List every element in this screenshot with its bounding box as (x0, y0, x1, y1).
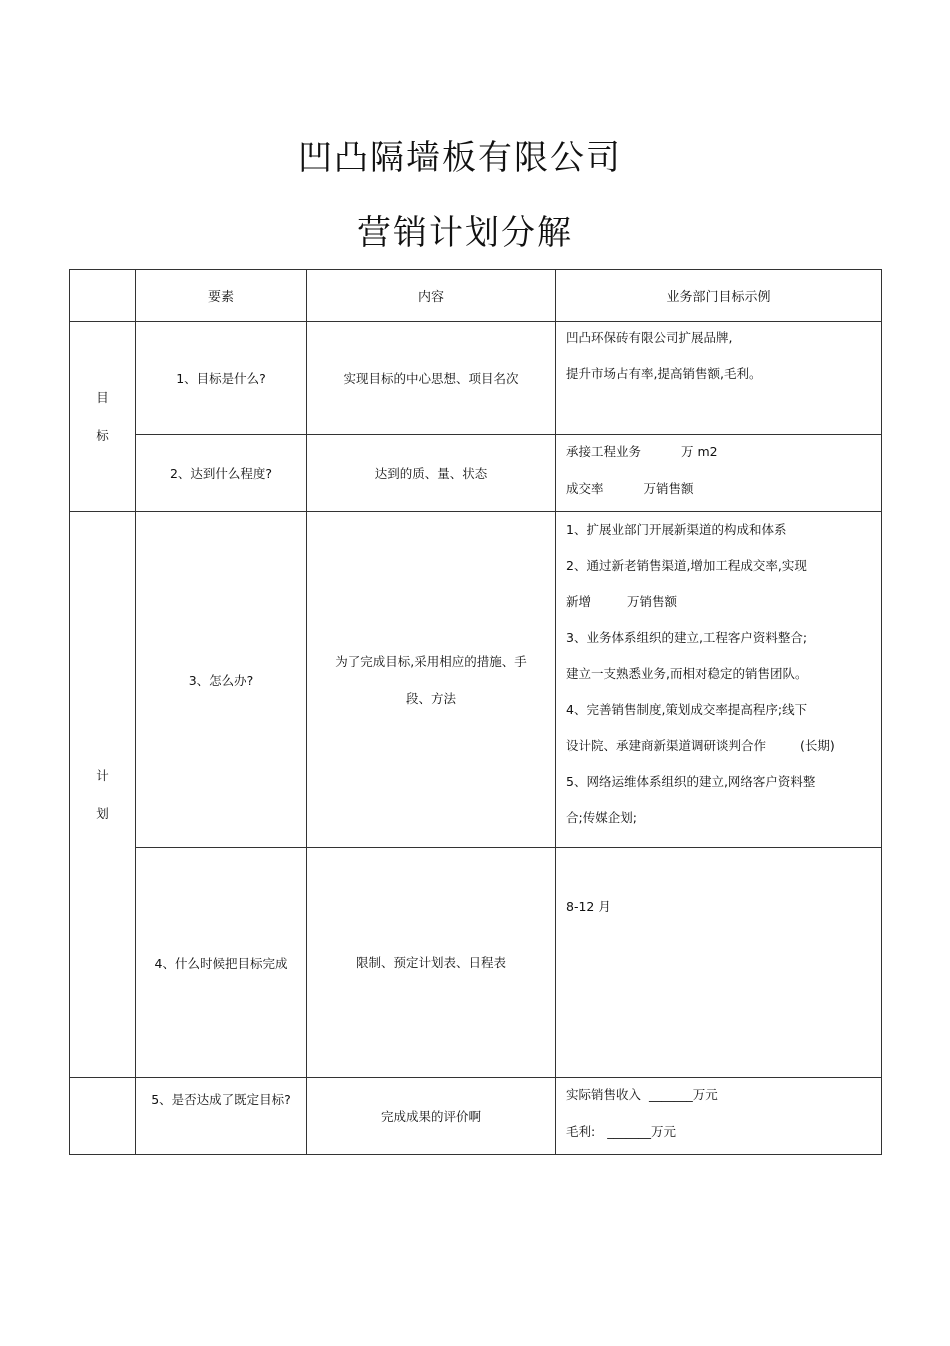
header-cell-element: 要素 (136, 270, 307, 322)
content-cell (307, 848, 556, 1078)
section-review (70, 1078, 136, 1155)
content-cell (307, 1078, 556, 1155)
section-plan-char-1: 计 (96, 767, 109, 783)
section-goal-char-2: 标 (96, 427, 109, 443)
example-cell (556, 322, 882, 435)
content-line: 为了完成目标,采用相应的措施、手 (335, 653, 527, 669)
example-text: _______万元 (607, 1124, 676, 1139)
section-goal (70, 322, 136, 512)
example-line (566, 584, 871, 620)
element-cell: 1、目标是什么? (136, 322, 307, 435)
example-text: 万销售额 (627, 594, 678, 609)
header-cell-blank (70, 270, 136, 322)
example-cell (556, 848, 882, 1078)
table-header-row (70, 270, 882, 322)
content-line: 实现目标的中心思想、项目名次 (343, 370, 519, 386)
document-title: 凹凸隔墙板有限公司 (298, 138, 622, 178)
example-cell (556, 435, 882, 512)
example-line (566, 728, 871, 764)
element-cell: 4、什么时候把目标完成 (136, 848, 307, 1078)
content-cell (307, 322, 556, 435)
example-line: 建立一支熟悉业务,而相对稳定的销售团队。 (566, 666, 808, 681)
example-line: 4、完善销售制度,策划成交率提高程序;线下 (566, 702, 808, 717)
element-cell: 5、是否达成了既定目标? (136, 1078, 307, 1155)
example-line: 8-12 月 (566, 899, 611, 914)
example-text: 毛利: (566, 1124, 596, 1139)
table-row (70, 435, 882, 512)
example-line (566, 1076, 871, 1113)
table-row (70, 1078, 882, 1155)
content-line: 段、方法 (405, 690, 456, 706)
example-text: 新增 (566, 594, 592, 609)
example-text: 万销售额 (643, 481, 694, 496)
header-cell-example: 业务部门目标示例 (556, 270, 882, 322)
section-goal-char-1: 目 (96, 389, 109, 405)
example-line (566, 433, 871, 470)
content-cell (307, 435, 556, 512)
element-cell: 3、怎么办? (136, 512, 307, 848)
example-cell (556, 512, 882, 848)
table-row (70, 848, 882, 1078)
example-cell (556, 1078, 882, 1155)
example-text: 万 m2 (681, 444, 718, 459)
example-line (566, 470, 871, 507)
example-line: 合;传媒企划; (566, 810, 637, 825)
plan-table (69, 269, 882, 1155)
table-row (70, 512, 882, 848)
content-cell (307, 512, 556, 848)
section-plan-char-2: 划 (96, 805, 109, 821)
header-cell-content: 内容 (307, 270, 556, 322)
example-text: 设计院、承建商新渠道调研谈判合作 (566, 738, 767, 753)
example-line: 5、网络运维体系组织的建立,网络客户资料整 (566, 774, 816, 789)
example-text: 成交率 (566, 481, 604, 496)
element-cell: 2、达到什么程度? (136, 435, 307, 512)
content-line: 完成成果的评价啊 (380, 1108, 481, 1124)
content-line: 限制、预定计划表、日程表 (355, 955, 506, 970)
example-text: _______万元 (649, 1087, 718, 1102)
example-line: 1、扩展业部门开展新渠道的构成和体系 (566, 522, 787, 537)
example-line: 提升市场占有率,提高销售额,毛利。 (566, 366, 762, 381)
content-line: 达到的质、量、状态 (374, 465, 488, 481)
example-text: (长期) (800, 738, 835, 753)
example-line (566, 1113, 871, 1150)
example-line: 凹凸环保砖有限公司扩展品牌, (566, 330, 733, 345)
example-line: 2、通过新老销售渠道,增加工程成交率,实现 (566, 558, 807, 573)
section-plan (70, 512, 136, 1078)
example-text: 承接工程业务 (566, 444, 642, 459)
document-subtitle: 营销计划分解 (357, 213, 573, 253)
example-text: 实际销售收入 (566, 1087, 642, 1102)
table-row (70, 322, 882, 435)
example-line: 3、业务体系组织的建立,工程客户资料整合; (566, 630, 808, 645)
